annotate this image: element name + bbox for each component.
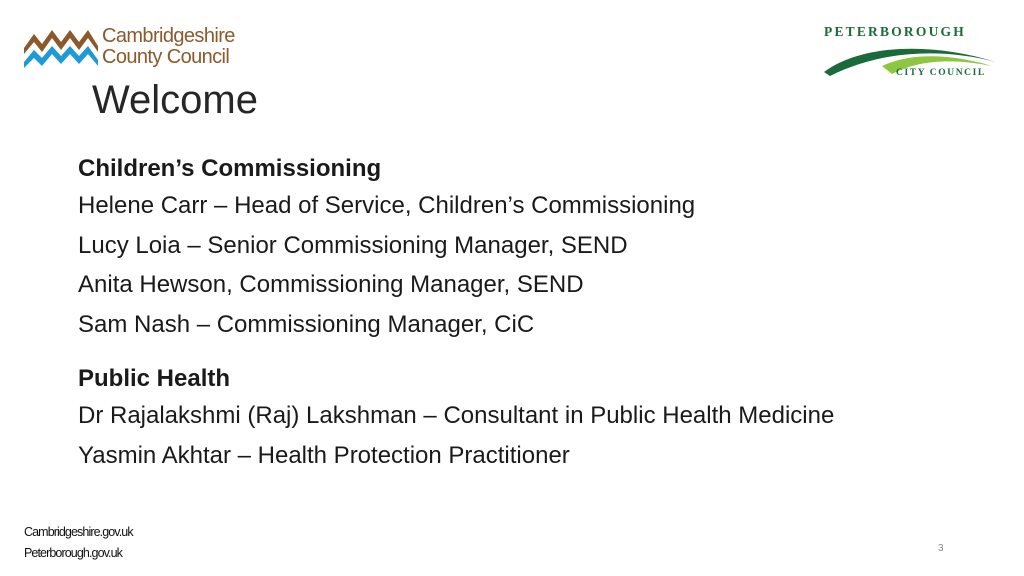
peterborough-logo-top: PETERBOROUGH <box>824 24 966 39</box>
section-heading: Public Health <box>78 365 231 392</box>
footer-link-peterborough[interactable]: Peterborough.gov.uk <box>24 546 123 560</box>
cambridgeshire-logo-line1: Cambridgeshire <box>102 25 235 47</box>
peterborough-logo <box>818 20 998 84</box>
slide-content <box>78 152 978 475</box>
footer <box>24 522 133 564</box>
section-public-health <box>78 362 978 475</box>
cambridgeshire-logo <box>24 24 244 72</box>
footer-link-cambridgeshire[interactable]: Cambridgeshire.gov.uk <box>24 525 133 539</box>
cambridgeshire-logo-text <box>102 26 235 68</box>
section-heading: Children’s Commissioning <box>78 155 382 182</box>
section-spacer <box>78 344 978 362</box>
list-item: Sam Nash – Commissioning Manager, CiC <box>78 310 535 338</box>
cambridgeshire-wave-icon <box>24 26 98 68</box>
peterborough-logo-bottom: CITY COUNCIL <box>896 68 986 78</box>
list-item: Anita Hewson, Commissioning Manager, SEND <box>78 271 584 298</box>
cambridgeshire-logo-line2: County Council <box>102 46 230 68</box>
section-childrens-commissioning <box>78 152 978 344</box>
list-item: Lucy Loia – Senior Commissioning Manager, SEND <box>78 231 628 259</box>
list-item: Yasmin Akhtar – Health Protection Practitioner <box>78 441 570 469</box>
list-item: Helene Carr – Head of Service, Children’s Commissioning <box>78 192 696 219</box>
list-item: Dr Rajalakshmi (Raj) Lakshman – Consultant in Public Health Medicine <box>78 402 835 429</box>
slide-title: Welcome <box>92 78 258 122</box>
page-number: 3 <box>938 543 944 554</box>
